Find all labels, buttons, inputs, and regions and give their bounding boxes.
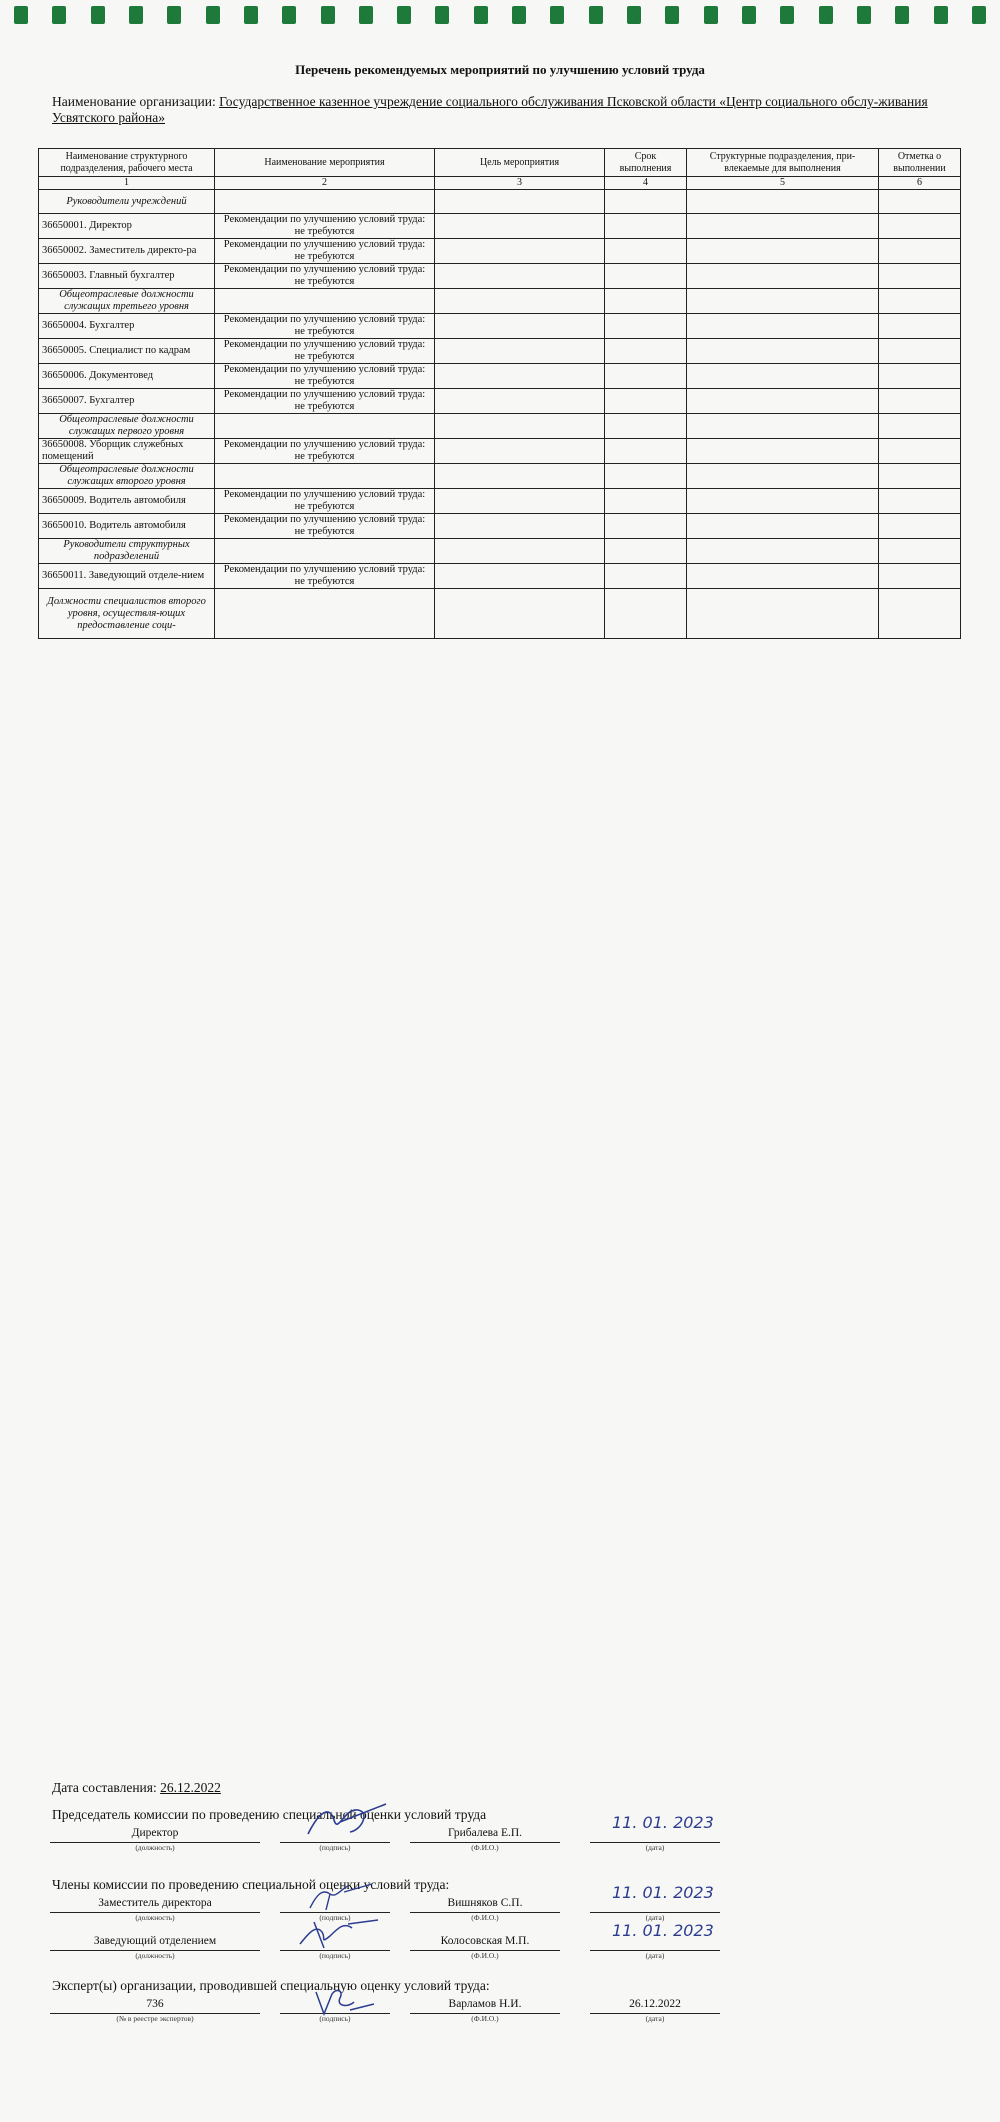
empty-cell [687, 514, 879, 539]
measure-cell: Рекомендации по улучшению условий труда: не требуются [215, 489, 435, 514]
empty-cell [879, 289, 961, 314]
column-number: 1 [39, 177, 215, 190]
group-header-row [39, 190, 961, 214]
caption-position: (должность) [135, 1843, 175, 1852]
binding-ring [742, 6, 756, 24]
empty-cell [435, 464, 605, 489]
empty-cell [435, 539, 605, 564]
binding-ring [52, 6, 66, 24]
binding-ring [206, 6, 220, 24]
member1-name: Вишняков С.П. [410, 1897, 560, 1913]
header-deadline: Срок выполнения [605, 149, 687, 177]
column-number: 3 [435, 177, 605, 190]
empty-cell [687, 314, 879, 339]
empty-cell [435, 364, 605, 389]
measure-cell: Рекомендации по улучшению условий труда: не требуются [215, 564, 435, 589]
empty-cell [605, 364, 687, 389]
empty-cell [687, 239, 879, 264]
table-row [39, 364, 961, 389]
binding-ring [129, 6, 143, 24]
workplace-name: 36650003. Главный бухгалтер [39, 264, 215, 289]
column-number: 4 [605, 177, 687, 190]
binding-ring [934, 6, 948, 24]
empty-cell [215, 589, 435, 639]
table-row [39, 339, 961, 364]
member2-name: Колосовская М.П. [410, 1935, 560, 1951]
caption-fio: (Ф.И.О.) [471, 2014, 499, 2023]
caption-date: (дата) [645, 1843, 665, 1852]
caption-signature: (подпись) [319, 1951, 351, 1960]
binding-ring [665, 6, 679, 24]
measure-cell: Рекомендации по улучшению условий труда: не требуются [215, 364, 435, 389]
empty-cell [435, 314, 605, 339]
group-header-row [39, 539, 961, 564]
table-row [39, 489, 961, 514]
binding-ring [435, 6, 449, 24]
table-row [39, 314, 961, 339]
caption-registry: (№ в реестре экспертов) [116, 2014, 194, 2023]
empty-cell [605, 414, 687, 439]
table-row [39, 239, 961, 264]
empty-cell [605, 514, 687, 539]
empty-cell [435, 489, 605, 514]
header-workplace: Наименование структурного подразделения, рабочего места [39, 149, 215, 177]
empty-cell [435, 564, 605, 589]
empty-cell [687, 464, 879, 489]
group-header-row [39, 414, 961, 439]
empty-cell [435, 239, 605, 264]
empty-cell [605, 439, 687, 464]
column-number: 6 [879, 177, 961, 190]
organization-value: Государственное казенное учреждение социального обслуживания Псковской области «Центр социального обслу-живания Усвятского района» [52, 94, 928, 125]
workplace-name: 36650008. Уборщик служебных помещений [39, 439, 215, 464]
workplace-name: 36650004. Бухгалтер [39, 314, 215, 339]
group-name: Общеотраслевые должности служащих третьего уровня [39, 289, 215, 314]
empty-cell [215, 289, 435, 314]
workplace-name: 36650010. Водитель автомобиля [39, 514, 215, 539]
empty-cell [687, 564, 879, 589]
empty-cell [435, 589, 605, 639]
empty-cell [435, 190, 605, 214]
measure-cell: Рекомендации по улучшению условий труда: не требуются [215, 389, 435, 414]
empty-cell [435, 289, 605, 314]
measure-cell: Рекомендации по улучшению условий труда: не требуются [215, 214, 435, 239]
empty-cell [215, 414, 435, 439]
group-name: Общеотраслевые должности служащих первого уровня [39, 414, 215, 439]
empty-cell [605, 464, 687, 489]
binding-ring [550, 6, 564, 24]
caption-signature: (подпись) [319, 2014, 351, 2023]
group-name: Руководители структурных подразделений [39, 539, 215, 564]
column-number: 5 [687, 177, 879, 190]
member2-position: Заведующий отделением [50, 1935, 260, 1951]
empty-cell [215, 190, 435, 214]
empty-cell [687, 190, 879, 214]
binding-ring [167, 6, 181, 24]
binding-ring [819, 6, 833, 24]
caption-fio: (Ф.И.О.) [471, 1913, 499, 1922]
binding-ring [397, 6, 411, 24]
binding-ring [857, 6, 871, 24]
empty-cell [879, 564, 961, 589]
empty-cell [435, 439, 605, 464]
workplace-name: 36650011. Заведующий отделе-нием [39, 564, 215, 589]
caption-signature: (подпись) [319, 1913, 351, 1922]
binding-ring [895, 6, 909, 24]
empty-cell [879, 364, 961, 389]
member2-signature-image [294, 1914, 384, 1952]
measure-cell: Рекомендации по улучшению условий труда: не требуются [215, 239, 435, 264]
empty-cell [215, 539, 435, 564]
empty-cell [605, 314, 687, 339]
empty-cell [687, 414, 879, 439]
empty-cell [687, 389, 879, 414]
chair-section-label: Председатель комиссии по проведению специальной оценки условий труда [52, 1807, 487, 1822]
empty-cell [879, 239, 961, 264]
member1-position: Заместитель директора [50, 1897, 260, 1913]
compilation-date-line [52, 1780, 221, 1796]
caption-date: (дата) [645, 1913, 665, 1922]
workplace-name: 36650007. Бухгалтер [39, 389, 215, 414]
expert-name: Варламов Н.И. [410, 1998, 560, 2014]
empty-cell [435, 414, 605, 439]
empty-cell [879, 414, 961, 439]
empty-cell [605, 589, 687, 639]
workplace-name: 36650005. Специалист по кадрам [39, 339, 215, 364]
empty-cell [879, 489, 961, 514]
workplace-name: 36650009. Водитель автомобиля [39, 489, 215, 514]
empty-cell [687, 589, 879, 639]
table-row [39, 389, 961, 414]
binding-ring [91, 6, 105, 24]
organization-line [52, 94, 932, 126]
empty-cell [687, 539, 879, 564]
caption-date: (дата) [645, 1951, 665, 1960]
empty-cell [879, 389, 961, 414]
table-row [39, 514, 961, 539]
group-name: Должности специалистов второго уровня, осуществля-ющих предоставление соци- [39, 589, 215, 639]
empty-cell [605, 289, 687, 314]
empty-cell [687, 289, 879, 314]
binding-ring [359, 6, 373, 24]
header-departments: Структурные подразделения, при-влекаемые для выполнения [687, 149, 879, 177]
empty-cell [879, 589, 961, 639]
measure-cell: Рекомендации по улучшению условий труда: не требуются [215, 339, 435, 364]
empty-cell [687, 364, 879, 389]
caption-position: (должность) [135, 1913, 175, 1922]
binding-ring [282, 6, 296, 24]
empty-cell [687, 214, 879, 239]
caption-date: (дата) [645, 2014, 665, 2023]
binding-ring [972, 6, 986, 24]
binding-ring [512, 6, 526, 24]
binding-ring [780, 6, 794, 24]
empty-cell [605, 339, 687, 364]
measure-cell: Рекомендации по улучшению условий труда: не требуются [215, 264, 435, 289]
empty-cell [215, 464, 435, 489]
empty-cell [879, 264, 961, 289]
table-row [39, 564, 961, 589]
table-row [39, 439, 961, 464]
caption-fio: (Ф.И.О.) [471, 1951, 499, 1960]
binding-ring [589, 6, 603, 24]
empty-cell [435, 339, 605, 364]
measure-cell: Рекомендации по улучшению условий труда: не требуются [215, 439, 435, 464]
empty-cell [879, 314, 961, 339]
group-header-row [39, 289, 961, 314]
empty-cell [435, 514, 605, 539]
chair-name: Грибалева Е.П. [410, 1827, 560, 1843]
empty-cell [435, 264, 605, 289]
empty-cell [687, 264, 879, 289]
empty-cell [605, 264, 687, 289]
empty-cell [879, 539, 961, 564]
group-header-row [39, 464, 961, 489]
measure-cell: Рекомендации по улучшению условий труда: не требуются [215, 514, 435, 539]
table-row [39, 264, 961, 289]
member1-signature-image [300, 1880, 380, 1914]
empty-cell [605, 239, 687, 264]
empty-cell [605, 564, 687, 589]
empty-cell [687, 489, 879, 514]
caption-fio: (Ф.И.О.) [471, 1843, 499, 1852]
document-page-2 [0, 718, 1000, 1408]
empty-cell [879, 439, 961, 464]
workplace-name: 36650006. Документовед [39, 364, 215, 389]
header-completion-mark: Отметка о выполнении [879, 149, 961, 177]
group-name: Руководители учреждений [39, 190, 215, 214]
empty-cell [879, 214, 961, 239]
caption-signature: (подпись) [319, 1843, 351, 1852]
binding-ring [321, 6, 335, 24]
empty-cell [879, 190, 961, 214]
spiral-binding [0, 0, 1000, 24]
empty-cell [605, 539, 687, 564]
binding-ring [627, 6, 641, 24]
empty-cell [687, 439, 879, 464]
compilation-date-label: Дата составления: [52, 1780, 157, 1795]
caption-position: (должность) [135, 1951, 175, 1960]
member2-handwritten-date: 11. 01. 2023 [612, 1921, 714, 1940]
empty-cell [687, 339, 879, 364]
empty-cell [435, 389, 605, 414]
chair-signature-image [300, 1800, 390, 1844]
empty-cell [605, 389, 687, 414]
binding-ring [704, 6, 718, 24]
workplace-name: 36650001. Директор [39, 214, 215, 239]
expert-section-label: Эксперт(ы) организации, проводившей специальную оценку условий труда: [52, 1978, 490, 1993]
expert-registry-number: 736 [50, 1998, 260, 2014]
binding-ring [244, 6, 258, 24]
measure-cell: Рекомендации по улучшению условий труда: не требуются [215, 314, 435, 339]
workplace-name: 36650002. Заместитель директо-ра [39, 239, 215, 264]
chair-position: Директор [50, 1827, 260, 1843]
group-name: Общеотраслевые должности служащих второго уровня [39, 464, 215, 489]
chair-handwritten-date: 11. 01. 2023 [612, 1813, 714, 1832]
header-goal: Цель мероприятия [435, 149, 605, 177]
binding-ring [14, 6, 28, 24]
binding-ring [474, 6, 488, 24]
empty-cell [879, 464, 961, 489]
empty-cell [605, 214, 687, 239]
expert-date: 26.12.2022 [590, 1998, 720, 2014]
document-page-1 [0, 0, 1000, 718]
empty-cell [879, 514, 961, 539]
member1-handwritten-date: 11. 01. 2023 [612, 1883, 714, 1902]
empty-cell [879, 339, 961, 364]
column-number: 2 [215, 177, 435, 190]
empty-cell [605, 489, 687, 514]
header-measure: Наименование мероприятия [215, 149, 435, 177]
table-row [39, 214, 961, 239]
measures-table-part-1 [38, 148, 961, 639]
members-section-label: Члены комиссии по проведению специальной оценки условий труда: [52, 1877, 450, 1892]
empty-cell [435, 214, 605, 239]
organization-label: Наименование организации: [52, 94, 216, 109]
expert-signature-image [310, 1984, 380, 2020]
compilation-date-value: 26.12.2022 [160, 1780, 221, 1795]
document-title: Перечень рекомендуемых мероприятий по улучшению условий труда [295, 62, 705, 77]
group-header-row [39, 589, 961, 639]
empty-cell [605, 190, 687, 214]
